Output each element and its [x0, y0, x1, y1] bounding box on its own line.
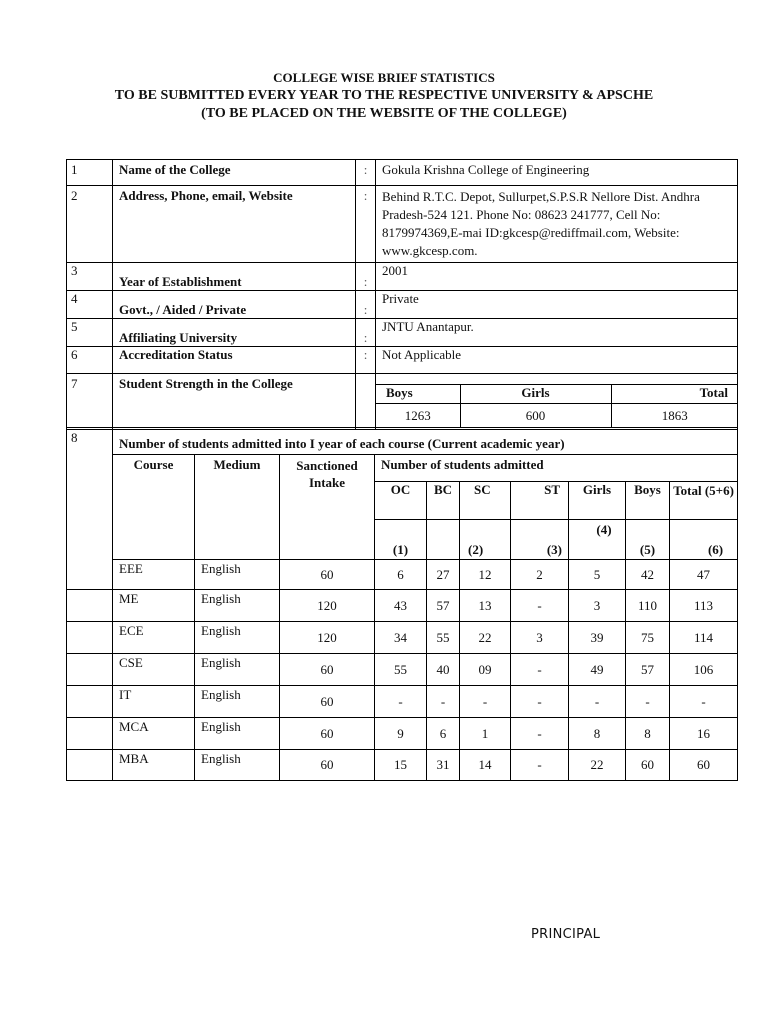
st-cell: - — [511, 750, 569, 781]
colon-separator: : — [356, 186, 376, 263]
colon-separator: : — [356, 347, 376, 374]
bc-cell: 40 — [427, 654, 460, 686]
header-note: (TO BE PLACED ON THE WEBSITE OF THE COLLEGE) — [201, 106, 567, 121]
oc-number: (1) — [375, 520, 427, 560]
info-row — [67, 186, 738, 263]
boys-cell: 42 — [626, 560, 670, 590]
course-cell: IT — [113, 686, 195, 718]
admission-row — [67, 718, 738, 750]
st-cell: 3 — [511, 622, 569, 654]
course-cell: MBA — [113, 750, 195, 781]
sc-cell: 1 — [460, 718, 511, 750]
bc-cell: 6 — [427, 718, 460, 750]
admitted-header: Number of students admitted — [375, 455, 738, 482]
course-cell: ME — [113, 590, 195, 622]
row-number: 7 — [67, 374, 113, 430]
admission-row — [67, 590, 738, 622]
bc-cell: 57 — [427, 590, 460, 622]
boys-cell: - — [626, 686, 670, 718]
row-number: 2 — [67, 186, 113, 263]
row-value: Not Applicable — [376, 347, 738, 374]
bc-cell: 55 — [427, 622, 460, 654]
bc-cell: - — [427, 686, 460, 718]
st-cell: - — [511, 718, 569, 750]
sc-cell: 14 — [460, 750, 511, 781]
intake-cell: 120 — [280, 622, 375, 654]
total-header: Total (5+6) — [670, 482, 738, 520]
row-number: 6 — [67, 347, 113, 374]
st-cell: 2 — [511, 560, 569, 590]
boys-value: 1263 — [376, 404, 460, 428]
girls-cell: - — [569, 686, 626, 718]
total-value: 1863 — [611, 404, 738, 428]
admissions-header-row — [67, 455, 738, 482]
row-number-blank — [67, 590, 113, 622]
oc-cell: 34 — [375, 622, 427, 654]
row-label: Name of the College — [113, 160, 356, 186]
girls-cell: 22 — [569, 750, 626, 781]
colon-separator: : — [356, 160, 376, 186]
boys-cell: 57 — [626, 654, 670, 686]
intake-cell: 60 — [280, 750, 375, 781]
oc-cell: 55 — [375, 654, 427, 686]
row-label: Govt., / Aided / Private — [113, 291, 356, 319]
info-row — [67, 347, 738, 374]
boys-cell: 60 — [626, 750, 670, 781]
medium-cell: English — [195, 590, 280, 622]
bc-cell: 31 — [427, 750, 460, 781]
colon-separator: : — [356, 319, 376, 347]
boys-header: Boys — [376, 385, 460, 404]
medium-cell: English — [195, 654, 280, 686]
intake-cell: 60 — [280, 654, 375, 686]
total-cell: 47 — [670, 560, 738, 590]
row-value: Behind R.T.C. Depot, Sullurpet,S.P.S.R Nellore Dist. Andhra Pradesh-524 121. Phone No: 08623 241777, Cell No: 8179974369,E-mai ID:gkcesp@rediffmail.com, Website: www.gkcesp.com. — [376, 186, 738, 263]
boys-number: (5) — [626, 520, 670, 560]
row-number-blank — [67, 686, 113, 718]
girls-cell: 5 — [569, 560, 626, 590]
medium-cell: English — [195, 686, 280, 718]
admissions-title-row — [67, 428, 738, 455]
girls-cell: 3 — [569, 590, 626, 622]
medium-cell: English — [195, 622, 280, 654]
row-number-blank — [67, 560, 113, 590]
info-row — [67, 291, 738, 319]
total-number: (6) — [670, 520, 738, 560]
girls-header: Girls — [569, 482, 626, 520]
header-subtitle: TO BE SUBMITTED EVERY YEAR TO THE RESPECTIVE UNIVERSITY & APSCHE — [114, 88, 654, 103]
intake-header: Sanctioned Intake — [280, 455, 375, 560]
principal-signature-label: PRINCIPAL — [531, 927, 601, 942]
total-header: Total — [611, 385, 738, 404]
oc-cell: 15 — [375, 750, 427, 781]
boys-cell: 8 — [626, 718, 670, 750]
medium-cell: English — [195, 718, 280, 750]
course-cell: ECE — [113, 622, 195, 654]
total-cell: 113 — [670, 590, 738, 622]
colon-separator: : — [356, 291, 376, 319]
row-value: Gokula Krishna College of Engineering — [376, 160, 738, 186]
st-cell: - — [511, 686, 569, 718]
girls-value: 600 — [460, 404, 611, 428]
course-cell: CSE — [113, 654, 195, 686]
row-number-blank — [67, 654, 113, 686]
row-label: Affiliating University — [113, 319, 356, 347]
college-info-table — [66, 159, 738, 430]
total-cell: 16 — [670, 718, 738, 750]
row-value: Private — [376, 291, 738, 319]
row-number: 1 — [67, 160, 113, 186]
header-title: COLLEGE WISE BRIEF STATISTICS — [273, 70, 495, 85]
row-number-blank — [67, 750, 113, 781]
boys-header: Boys — [626, 482, 670, 520]
sc-number: (2) — [460, 520, 511, 560]
sc-cell: 13 — [460, 590, 511, 622]
oc-cell: - — [375, 686, 427, 718]
admission-row — [67, 750, 738, 781]
girls-cell: 49 — [569, 654, 626, 686]
bc-header: BC — [427, 482, 460, 520]
admissions-table — [66, 427, 738, 781]
row-number-blank — [67, 622, 113, 654]
row-label: Student Strength in the College — [113, 374, 356, 430]
girls-number: (4) — [569, 520, 626, 560]
st-header: ST — [511, 482, 569, 520]
sc-cell: - — [460, 686, 511, 718]
row-label: Accreditation Status — [113, 347, 356, 374]
row-number-blank — [67, 718, 113, 750]
course-header: Course — [113, 455, 195, 560]
medium-cell: English — [195, 560, 280, 590]
oc-cell: 9 — [375, 718, 427, 750]
intake-cell: 60 — [280, 718, 375, 750]
row-number: 4 — [67, 291, 113, 319]
total-cell: - — [670, 686, 738, 718]
st-number: (3) — [511, 520, 569, 560]
info-row — [67, 319, 738, 347]
oc-header: OC — [375, 482, 427, 520]
admissions-title: Number of students admitted into I year of each course (Current academic year) — [113, 428, 738, 455]
sc-cell: 12 — [460, 560, 511, 590]
admissions-body — [67, 560, 738, 781]
row-number: 5 — [67, 319, 113, 347]
info-row — [67, 160, 738, 186]
intake-cell: 120 — [280, 590, 375, 622]
medium-cell: English — [195, 750, 280, 781]
row-label: Year of Establishment — [113, 263, 356, 291]
sc-cell: 22 — [460, 622, 511, 654]
oc-cell: 43 — [375, 590, 427, 622]
intake-cell: 60 — [280, 560, 375, 590]
course-cell: MCA — [113, 718, 195, 750]
row-value: 2001 — [376, 263, 738, 291]
strength-table — [376, 384, 738, 428]
boys-cell: 110 — [626, 590, 670, 622]
colon-separator: : — [356, 263, 376, 291]
girls-cell: 39 — [569, 622, 626, 654]
row-value: JNTU Anantapur. — [376, 319, 738, 347]
admission-row — [67, 654, 738, 686]
admission-row — [67, 622, 738, 654]
info-row — [67, 263, 738, 291]
st-cell: - — [511, 654, 569, 686]
course-cell: EEE — [113, 560, 195, 590]
total-cell: 114 — [670, 622, 738, 654]
girls-cell: 8 — [569, 718, 626, 750]
row-number: 8 — [67, 428, 113, 560]
st-cell: - — [511, 590, 569, 622]
strength-row — [67, 374, 738, 430]
sc-header: SC — [460, 482, 511, 520]
bc-cell: 27 — [427, 560, 460, 590]
document-header — [0, 69, 768, 123]
row-label: Address, Phone, email, Website — [113, 186, 356, 263]
intake-cell: 60 — [280, 686, 375, 718]
total-cell: 106 — [670, 654, 738, 686]
boys-cell: 75 — [626, 622, 670, 654]
admission-row — [67, 560, 738, 590]
oc-cell: 6 — [375, 560, 427, 590]
total-cell: 60 — [670, 750, 738, 781]
admission-row — [67, 686, 738, 718]
row-number: 3 — [67, 263, 113, 291]
medium-header: Medium — [195, 455, 280, 560]
girls-header: Girls — [460, 385, 611, 404]
sc-cell: 09 — [460, 654, 511, 686]
